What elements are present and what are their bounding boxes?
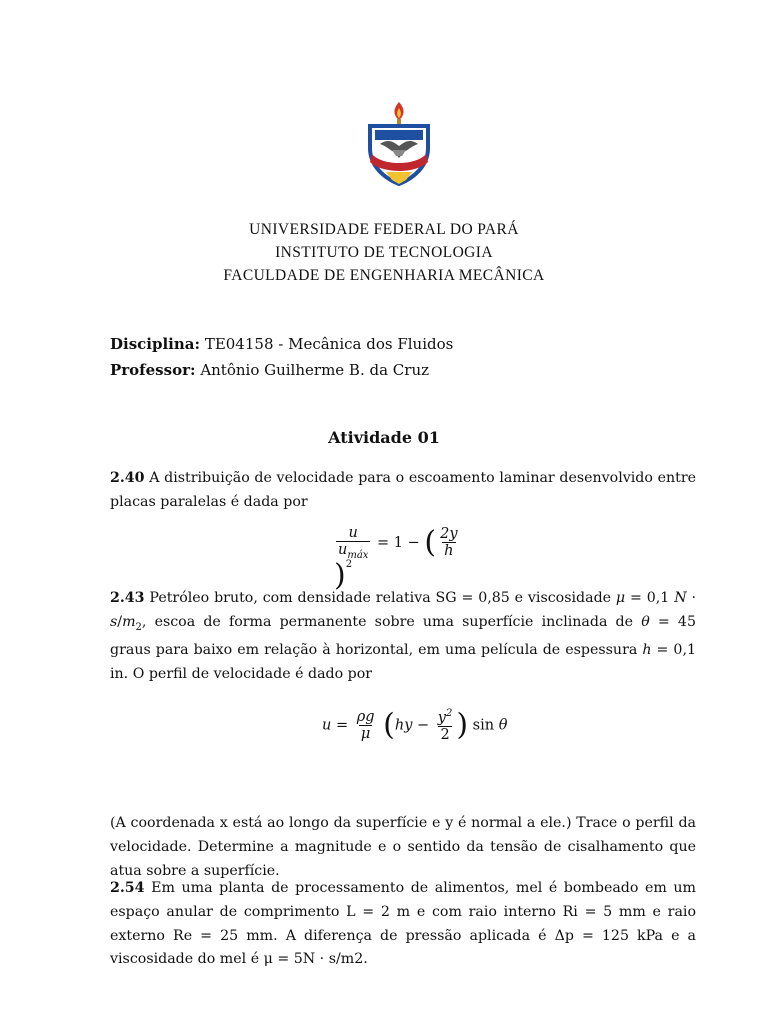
activity-title: Atividade 01 — [328, 428, 440, 447]
professor-value: Antônio Guilherme B. da Cruz — [200, 361, 430, 379]
problem-2-40 — [110, 467, 696, 515]
problem-number: 2.40 — [110, 470, 145, 486]
university-emblem — [362, 100, 436, 186]
disciplina-value: TE04158 - Mecânica dos Fluidos — [204, 335, 454, 353]
velocity-profile-equation: u = $\frac{\rho g}{\mu}$ (hy − $\frac{y^2}{2}$ ) sin θ — [322, 707, 508, 743]
velocity-distribution-equation: $\frac{u}{u_{máx}}$ = 1 − ( $\frac{2y}{h}$ )$^2$ — [334, 524, 458, 593]
faculty-name: FACULDADE DE ENGENHARIA MECÂNICA — [223, 267, 545, 284]
problem-text-c: graus para baixo em relação à horizontal, em uma película de espessura — [110, 642, 638, 659]
problem-text-b: escoa de forma permanente sobre uma superfície inclinada de — [154, 613, 634, 630]
problem-number: 2.43 — [110, 590, 145, 606]
professor-row — [110, 359, 429, 383]
professor-label: Professor: — [110, 361, 196, 379]
disciplina-label: Disciplina: — [110, 335, 201, 353]
problem-text-a: Petróleo bruto, com densidade relativa SG = 0,85 e viscosidade — [149, 590, 612, 606]
problem-text-d: in. O perfil de velocidade é dado por — [110, 666, 373, 683]
institute-name: INSTITUTO DE TECNOLOGIA — [275, 244, 493, 261]
problem-2-54 — [110, 877, 696, 972]
problem-2-43-note: (A coordenada x está ao longo da superfície e y é normal a ele.) Trace o perfil da velocidade. Determine a magnitude e o sentido da tensão de cisalhamento que atua sobre a superfície. — [110, 815, 696, 879]
disciplina-row — [110, 333, 453, 357]
university-name: UNIVERSIDADE FEDERAL DO PARÁ — [249, 221, 519, 238]
problem-number: 2.54 — [110, 880, 145, 896]
problem-text: A distribuição de velocidade para o escoamento laminar desenvolvido entre placas paralelas é dada por — [110, 470, 696, 510]
problem-2-43: 2.43 Petróleo bruto, com densidade relativa SG = 0,85 e viscosidade μ = 0,1 $N \cdot s/m_2$, escoa de forma permanente sobre uma superfície inclinada de θ = 45 graus para baixo em relação à horizontal, em uma película de espessura h = 0,1 in. O perfil de velocidade é dado por — [110, 590, 696, 683]
problem-text: Em uma planta de processamento de alimentos, mel é bombeado em um espaço anular de comprimento L = 2 m e com raio interno Ri = 5 mm e raio externo Re = 25 mm. A diferença de pressão aplicada é Δp = 125 kPa e a viscosidade do mel é μ = 5N · s/m2. — [110, 880, 696, 968]
